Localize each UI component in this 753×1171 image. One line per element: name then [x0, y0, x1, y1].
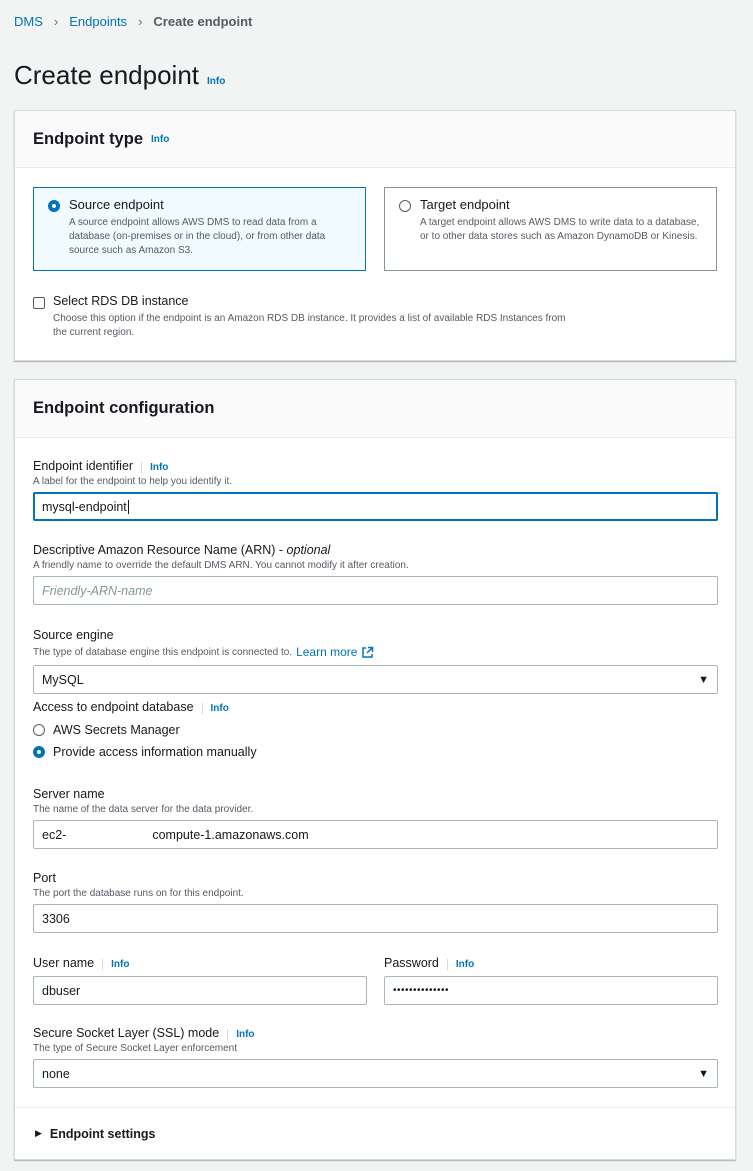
endpoint-type-header	[15, 111, 735, 168]
endpoint-type-title: Endpoint type	[33, 129, 143, 148]
endpoint-identifier-info-link[interactable]: Info	[141, 462, 168, 473]
access-label	[33, 700, 718, 714]
password-value: ••••••••••••••	[393, 985, 450, 996]
username-info-link[interactable]: Info	[102, 959, 129, 970]
page-title	[14, 60, 225, 91]
chevron-right-icon: ›	[138, 14, 143, 29]
access-info-link[interactable]: Info	[202, 703, 229, 714]
breadcrumb	[14, 14, 252, 29]
access-field	[33, 700, 718, 759]
source-engine-label: Source engine	[33, 628, 114, 642]
password-label-text: Password	[384, 956, 439, 970]
page-info-link[interactable]: Info	[207, 76, 226, 87]
source-endpoint-card[interactable]	[33, 187, 366, 271]
source-engine-desc: The type of database engine this endpoint is connected to.	[33, 646, 293, 658]
manual-access-label: Provide access information manually	[53, 745, 257, 759]
access-option-secrets[interactable]	[33, 723, 718, 737]
username-label	[33, 956, 367, 970]
rds-desc: Choose this option if the endpoint is an Amazon RDS DB instance. It provides a list of available RDS Instances from the current region.	[53, 313, 566, 338]
port-field	[33, 871, 718, 933]
endpoint-identifier-label-text: Endpoint identifier	[33, 459, 134, 473]
arn-label	[33, 543, 718, 557]
server-name-label: Server name	[33, 787, 105, 801]
server-name-suffix: compute-1.amazonaws.com	[152, 827, 309, 842]
target-endpoint-radio[interactable]	[399, 200, 411, 212]
source-engine-desc-row	[33, 645, 718, 659]
server-name-desc: The name of the data server for the data provider.	[33, 804, 254, 815]
port-input[interactable]	[33, 904, 718, 933]
arn-input[interactable]	[33, 576, 718, 605]
manual-access-radio[interactable]	[33, 746, 45, 758]
endpoint-identifier-input[interactable]	[33, 492, 718, 521]
arn-optional-text: optional	[286, 543, 331, 557]
caret-down-icon: ▼	[698, 673, 709, 686]
arn-desc: A friendly name to override the default DMS ARN. You cannot modify it after creation.	[33, 560, 409, 571]
ssl-label	[33, 1026, 718, 1040]
access-option-manual[interactable]	[33, 745, 718, 759]
username-label-text: User name	[33, 956, 95, 970]
source-engine-field	[33, 628, 718, 694]
endpoint-type-info-link[interactable]: Info	[151, 133, 170, 145]
endpoint-config-title: Endpoint configuration	[33, 399, 215, 417]
server-name-field	[33, 787, 718, 849]
source-engine-select[interactable]	[33, 665, 718, 694]
rds-label[interactable]: Select RDS DB instance	[53, 294, 189, 308]
breadcrumb-dms[interactable]: DMS	[14, 14, 43, 29]
chevron-right-icon: ›	[53, 14, 59, 29]
external-link-icon	[361, 646, 374, 659]
arn-field	[33, 543, 718, 605]
page-title-text: Create endpoint	[14, 60, 200, 90]
learn-more-link[interactable]	[296, 645, 374, 659]
endpoint-identifier-value: mysql-endpoint	[42, 499, 127, 514]
secrets-manager-radio[interactable]	[33, 724, 45, 736]
username-value: dbuser	[42, 983, 81, 998]
target-endpoint-card[interactable]	[384, 187, 717, 271]
source-endpoint-desc: A source endpoint allows AWS DMS to read data from a database (on-premises or in the cloud), or from other data source such as Amazon S3.	[69, 217, 326, 256]
secrets-manager-label: AWS Secrets Manager	[53, 723, 180, 737]
endpoint-settings-label: Endpoint settings	[49, 1126, 156, 1141]
rds-option	[33, 294, 573, 340]
password-label	[384, 956, 718, 970]
server-name-input[interactable]	[33, 820, 718, 849]
ssl-field	[33, 1026, 718, 1088]
username-field	[33, 956, 367, 1005]
endpoint-config-panel	[14, 379, 736, 1160]
source-engine-value: MySQL	[42, 672, 84, 687]
ssl-label-text: Secure Socket Layer (SSL) mode	[33, 1026, 220, 1040]
password-input[interactable]	[384, 976, 718, 1005]
source-endpoint-label: Source endpoint	[69, 197, 164, 212]
source-endpoint-radio[interactable]	[48, 200, 60, 212]
arn-label-text: Descriptive Amazon Resource Name (ARN) -	[33, 543, 287, 557]
caret-down-icon: ▼	[698, 1067, 709, 1080]
endpoint-settings-expander[interactable]	[15, 1107, 735, 1159]
target-endpoint-desc: A target endpoint allows AWS DMS to write data to a database, or to other data stores such as Amazon DynamoDB or Kinesis.	[420, 217, 700, 242]
target-endpoint-label: Target endpoint	[420, 197, 510, 212]
endpoint-config-header	[15, 380, 735, 438]
breadcrumb-current: Create endpoint	[153, 14, 253, 29]
caret-right-icon: ▶	[35, 1128, 42, 1138]
ssl-info-link[interactable]: Info	[227, 1029, 254, 1040]
port-value: 3306	[42, 911, 70, 926]
server-name-prefix: ec2-	[42, 827, 67, 842]
rds-checkbox[interactable]	[33, 297, 45, 309]
endpoint-type-panel	[14, 110, 736, 361]
port-label: Port	[33, 871, 56, 885]
endpoint-identifier-label	[33, 459, 718, 473]
endpoint-identifier-desc: A label for the endpoint to help you identify it.	[33, 476, 233, 487]
learn-more-text: Learn more	[296, 645, 358, 659]
password-info-link[interactable]: Info	[447, 959, 474, 970]
port-desc: The port the database runs on for this endpoint.	[33, 888, 244, 899]
ssl-select[interactable]	[33, 1059, 718, 1088]
arn-placeholder: Friendly-ARN-name	[42, 583, 153, 598]
breadcrumb-endpoints[interactable]: Endpoints	[69, 14, 128, 29]
endpoint-identifier-field	[33, 459, 718, 521]
access-label-text: Access to endpoint database	[33, 700, 194, 714]
ssl-value: none	[42, 1066, 70, 1081]
ssl-desc: The type of Secure Socket Layer enforcement	[33, 1043, 237, 1054]
password-field	[384, 956, 718, 1005]
username-input[interactable]	[33, 976, 367, 1005]
